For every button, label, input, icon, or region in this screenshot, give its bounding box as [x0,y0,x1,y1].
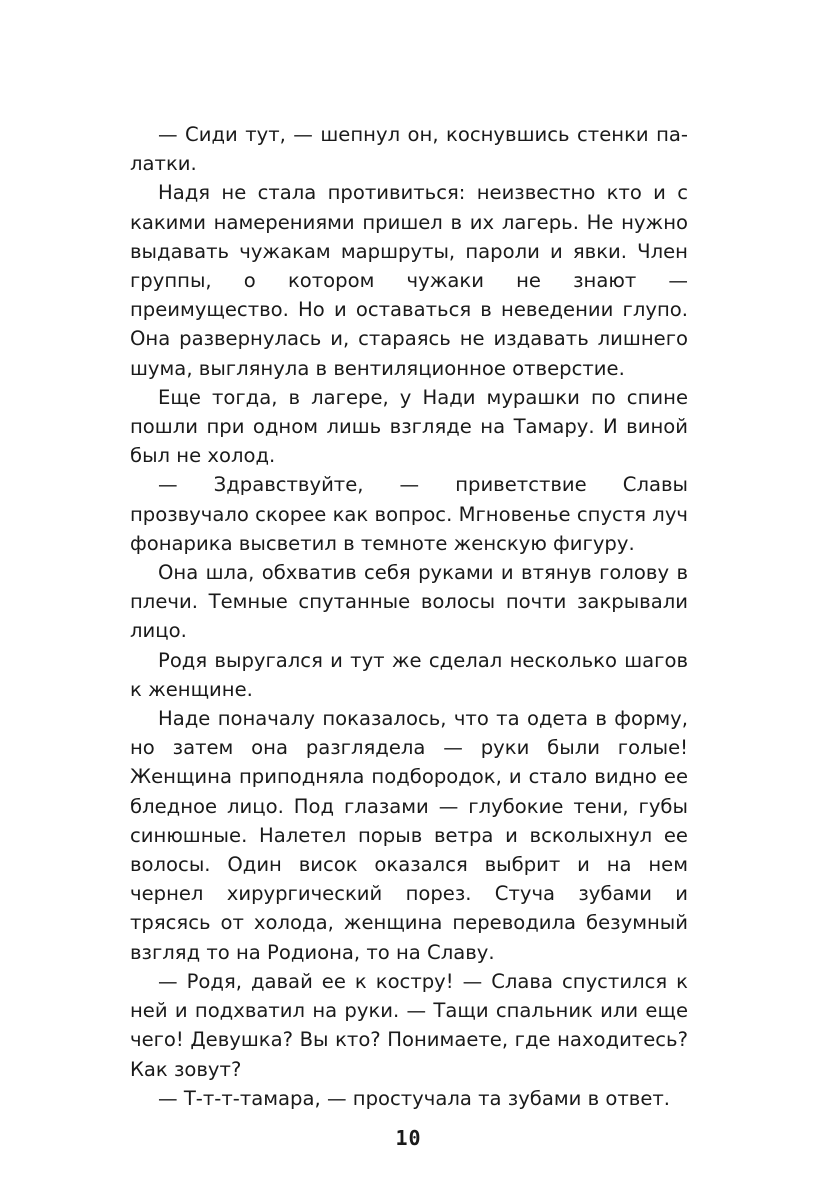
paragraph-9: — Т-т-т-тамара, — простучала та зубами в ответ. [158,1086,671,1110]
page-body [130,120,688,1113]
paragraph-8: — Родя, давай ее к костру! — Слава спустился к ней и подхватил на руки. — Тащи спальник или еще чего! Девушка? Вы кто? Понимаете, где находитесь? Как зовут? [130,969,688,1081]
text-column [130,120,688,1113]
page-number: 10 [395,1126,422,1150]
paragraph-7: Наде поначалу показалось, что та одета в форму, но затем она разглядела — руки были голые! Женщина приподняла подбородок, и стало видно ее бледное лицо. Под глазами — глубокие тени, губы синюшные. Налетел порыв ветра и всколыхнул ее волосы. Один висок оказался выбрит и на нем чернел хирургический порез. Стуча зубами и трясясь от холода, женщина переводила безумный взгляд то на Родиона, то на Славу. [130,707,688,964]
paragraph-1: — Сиди тут, — шепнул он, коснувшись стенки палатки. [130,123,688,176]
paragraph-5: Она шла, обхватив себя руками и втянув голову в плечи. Темные спутанные волосы почти закрывали лицо. [130,561,688,643]
paragraph-6: Родя выругался и тут же сделал несколько шагов к женщине. [130,648,688,701]
paragraph-2: Надя не стала противиться: неизвестно кто и с какими намерениями пришел в их лагерь. Не нужно выдавать чужакам маршруты, пароли и явки. Член группы, о котором чужаки не знают — преимущество. Но и оставаться в неведении глупо. Она развернулась и, стараясь не издавать лишнего шума, выглянула в вентиляционное отверстие. [130,181,688,380]
paragraph-4: — Здравствуйте, — приветствие Славы прозвучало скорее как вопрос. Мгновенье спустя луч фонарика высветил в темноте женскую фигуру. [130,473,688,555]
paragraph-3: Еще тогда, в лагере, у Нади мурашки по спине пошли при одном лишь взгляде на Тамару. И виной был не холод. [130,385,688,468]
